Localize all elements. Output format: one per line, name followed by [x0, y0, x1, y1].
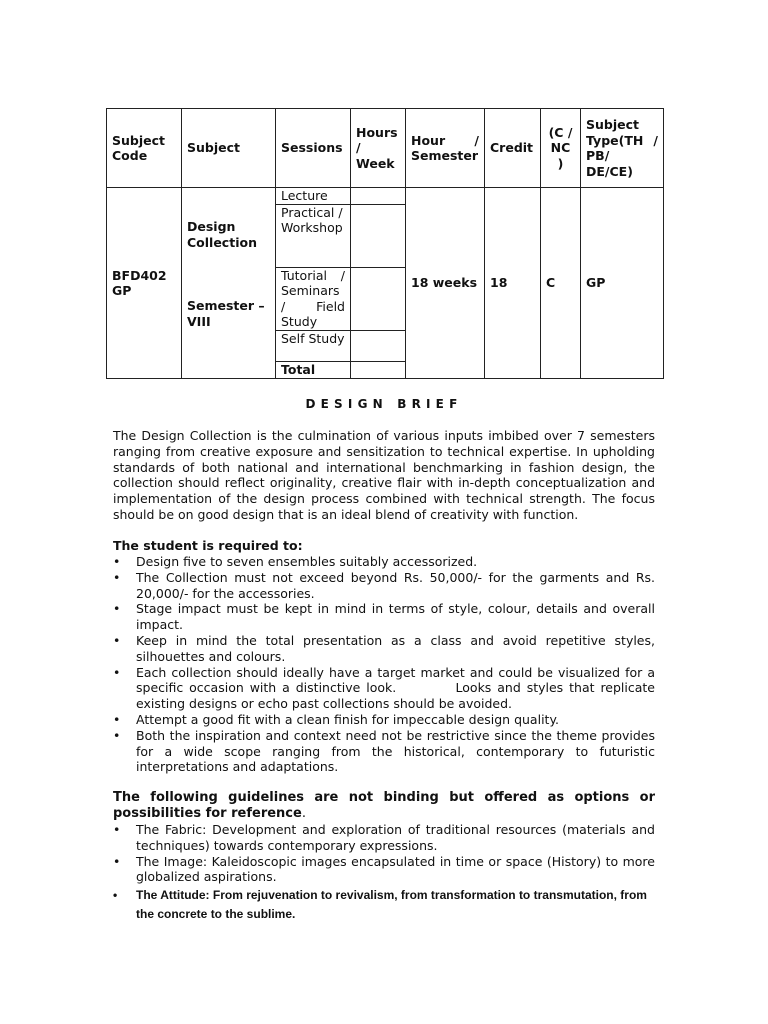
bullet-icon: • [113, 601, 121, 617]
header-credit: Credit [485, 109, 541, 188]
bullet-icon: • [113, 632, 121, 648]
subject-type-cell: GP [581, 188, 664, 379]
list-item: • The Collection must not exceed beyond Rs. 50,000/- for the garments and Rs. 20,000/- for the accessories. [113, 569, 655, 601]
bullet-icon: • [113, 664, 121, 680]
c-nc-cell: C [541, 188, 581, 379]
bullet-icon: • [113, 888, 118, 903]
hours-week-total [351, 362, 406, 379]
header-subject: Subject [182, 109, 276, 188]
hours-week-tutorial [351, 267, 406, 330]
list-item: • Design five to seven ensembles suitably accessorized. [113, 554, 478, 569]
design-brief-heading: DESIGN BRIEF [305, 397, 463, 411]
required-heading: The student is required to: [113, 538, 303, 553]
table-row [107, 188, 664, 205]
bullet-icon: • [113, 711, 121, 727]
session-total: Total [276, 362, 351, 379]
course-table [106, 108, 664, 379]
header-subject-type: Subject Type(TH / PB/ DE/CE) [581, 109, 664, 188]
semester-label: Semester – VIII [187, 298, 265, 329]
list-item: • Attempt a good fit with a clean finish for impeccable design quality. [113, 711, 560, 727]
session-practical: Practical / Workshop [276, 204, 351, 267]
hour-semester-cell: 18 weeks [406, 188, 485, 379]
list-item: • Keep in mind the total presentation as a class and avoid repetitive styles, silhouettes and colours. [113, 632, 655, 664]
hours-week-lecture [351, 188, 406, 205]
hours-week-practical [351, 204, 406, 267]
subject-cell [182, 188, 276, 379]
list-item: • The Attitude: From rejuvenation to revivalism, from transformation to transmutation, from the concrete to the sublime. [113, 888, 647, 922]
list-item: • The Fabric: Development and exploration of traditional resources (materials and techniques) towards contemporary expressions. [113, 822, 655, 853]
table-header-row [107, 109, 664, 188]
bullet-icon: • [113, 727, 121, 743]
session-tutorial: Tutorial / Seminars / Field Study [276, 267, 351, 330]
header-subject-code: Subject Code [107, 109, 182, 188]
list-item: • Each collection should ideally have a target market and could be visualized for a specific occasion with a distinctive look. Looks and styles that replicate existing designs or echo past collections should be avoided. [113, 664, 659, 712]
subject-code-cell: BFD402 GP [107, 188, 182, 379]
list-item: • Stage impact must be kept in mind in terms of style, colour, details and overall impact. [113, 601, 655, 633]
guidelines-heading: The following guidelines are not binding but offered as options or possibilities for reference. [113, 790, 655, 821]
guidelines-list [113, 822, 655, 924]
header-hour-semester: Hour / Semester [406, 109, 485, 188]
bullet-icon: • [113, 853, 121, 869]
subject-name: Design Collection [187, 219, 257, 250]
required-list [113, 554, 659, 775]
bullet-icon: • [113, 569, 121, 585]
header-sessions: Sessions [276, 109, 351, 188]
hours-week-self-study [351, 331, 406, 362]
session-self-study: Self Study [276, 331, 351, 362]
bullet-icon: • [113, 554, 121, 569]
credit-cell: 18 [485, 188, 541, 379]
list-item: • The Image: Kaleidoscopic images encapsulated in time or space (History) to more globalized aspirations. [113, 853, 655, 885]
header-hours-week: Hours / Week [351, 109, 406, 188]
header-c-nc: (C / NC ) [541, 109, 581, 188]
bullet-icon: • [113, 822, 121, 837]
intro-paragraph: The Design Collection is the culmination of various inputs imbibed over 7 semesters ranging from creative exposure and sensitization to technical expertise. In upholding standards of both national and international benchmarking in fashion design, the collection should reflect originality, creative flair with in-depth conceptualization and implementation of the design process combined with technical strength. The focus should be on good design that is an ideal blend of creativity with function. [113, 428, 655, 522]
session-lecture: Lecture [276, 188, 351, 205]
list-item: • Both the inspiration and context need not be restrictive since the theme provides for a wide scope ranging from the historical, contemporary to futuristic interpretations and adaptations. [113, 727, 655, 775]
